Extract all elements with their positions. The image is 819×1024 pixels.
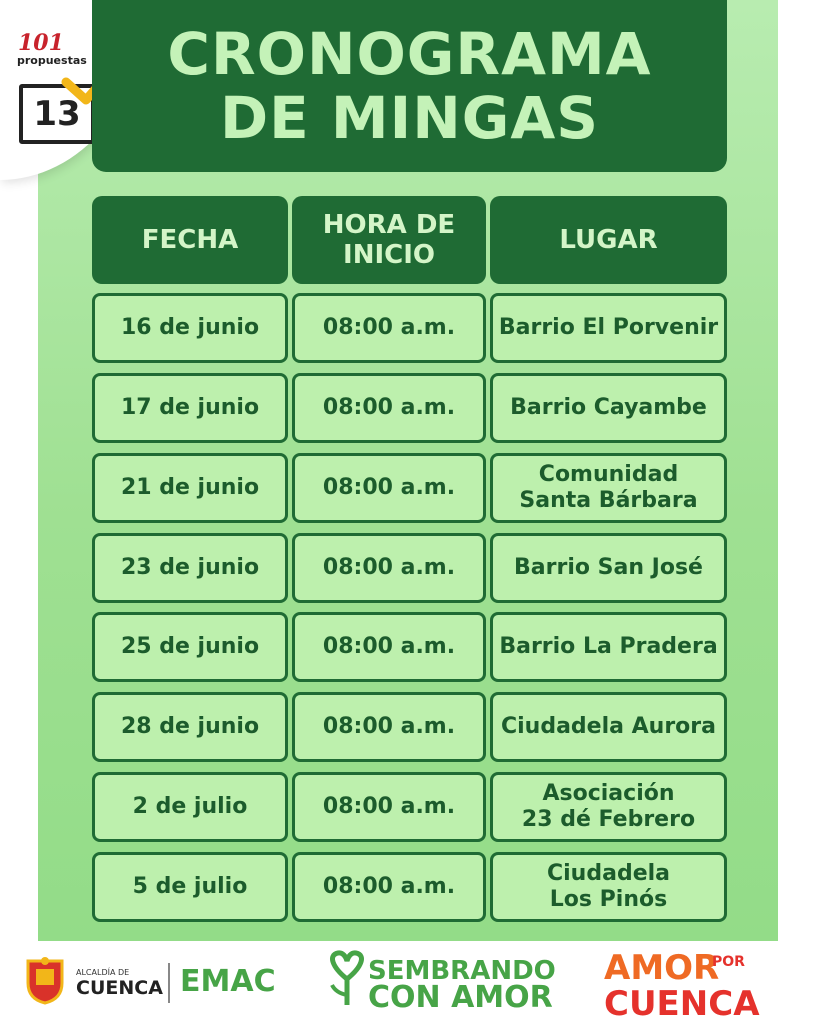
cell-lugar bbox=[490, 692, 727, 762]
cuenca-crest-icon bbox=[24, 955, 66, 1005]
heart-sprout-icon bbox=[322, 949, 372, 1009]
cell-fecha: 17 de junio bbox=[92, 373, 288, 443]
page-title bbox=[92, 0, 727, 172]
cell-lugar bbox=[490, 852, 727, 922]
logo-divider bbox=[168, 963, 170, 1003]
cell-fecha: 2 de julio bbox=[92, 772, 288, 842]
cell-lugar-line-1: Barrio La Pradera bbox=[499, 634, 718, 659]
cell-lugar-line-2: Los Pinós bbox=[549, 887, 668, 912]
title-line-2: DE MINGAS bbox=[219, 84, 600, 152]
cell-fecha: 5 de julio bbox=[92, 852, 288, 922]
cell-lugar bbox=[490, 772, 727, 842]
cell-lugar bbox=[490, 612, 727, 682]
cell-lugar-line-1: Comunidad bbox=[538, 462, 679, 487]
header-hora-line-1: HORA DE bbox=[322, 210, 456, 240]
header-fecha: FECHA bbox=[92, 196, 288, 284]
cell-lugar bbox=[490, 293, 727, 363]
cell-lugar-line-1: Ciudadela bbox=[547, 861, 670, 886]
cell-hora: 08:00 a.m. bbox=[292, 293, 486, 363]
header-hora-line-2: INICIO bbox=[343, 240, 435, 270]
cell-fecha: 23 de junio bbox=[92, 533, 288, 603]
cell-fecha: 16 de junio bbox=[92, 293, 288, 363]
badge-number: 13 bbox=[19, 84, 95, 144]
cell-fecha: 28 de junio bbox=[92, 692, 288, 762]
cell-hora: 08:00 a.m. bbox=[292, 453, 486, 523]
alcaldia-small-text: ALCALDÍA DE bbox=[76, 968, 130, 977]
amor-por-text: POR bbox=[712, 954, 745, 970]
cell-hora: 08:00 a.m. bbox=[292, 692, 486, 762]
header-lugar: LUGAR bbox=[490, 196, 727, 284]
cell-lugar bbox=[490, 373, 727, 443]
amor-text-1: AMOR bbox=[604, 948, 720, 988]
cell-fecha: 21 de junio bbox=[92, 453, 288, 523]
cell-hora: 08:00 a.m. bbox=[292, 772, 486, 842]
alcaldia-big-text: CUENCA bbox=[76, 977, 163, 999]
cell-lugar bbox=[490, 453, 727, 523]
cell-fecha: 25 de junio bbox=[92, 612, 288, 682]
sembrando-text-2: CON AMOR bbox=[368, 980, 553, 1015]
cell-lugar-line-1: Barrio San José bbox=[514, 555, 703, 580]
cell-hora: 08:00 a.m. bbox=[292, 533, 486, 603]
cell-lugar-line-2: 23 dé Febrero bbox=[521, 807, 696, 832]
title-line-1: CRONOGRAMA bbox=[167, 20, 652, 88]
cell-hora: 08:00 a.m. bbox=[292, 373, 486, 443]
cell-hora: 08:00 a.m. bbox=[292, 612, 486, 682]
cell-lugar bbox=[490, 533, 727, 603]
footer-logos bbox=[0, 941, 819, 1024]
emac-logo: EMAC bbox=[180, 964, 276, 999]
badge-101: 101 bbox=[18, 30, 64, 56]
cell-lugar-line-1: Barrio Cayambe bbox=[510, 395, 707, 420]
amor-text-2: CUENCA bbox=[604, 984, 760, 1024]
cell-lugar-line-1: Ciudadela Aurora bbox=[500, 714, 716, 739]
cell-lugar-line-2: Santa Bárbara bbox=[519, 488, 698, 513]
cell-hora: 08:00 a.m. bbox=[292, 852, 486, 922]
cell-lugar-line-1: Asociación bbox=[542, 781, 675, 806]
cell-lugar-line-1: Barrio El Porvenir bbox=[498, 315, 719, 340]
badge-label: propuestas bbox=[17, 54, 87, 67]
header-hora bbox=[292, 196, 486, 284]
sembrando-text-1: SEMBRANDO bbox=[368, 956, 556, 986]
